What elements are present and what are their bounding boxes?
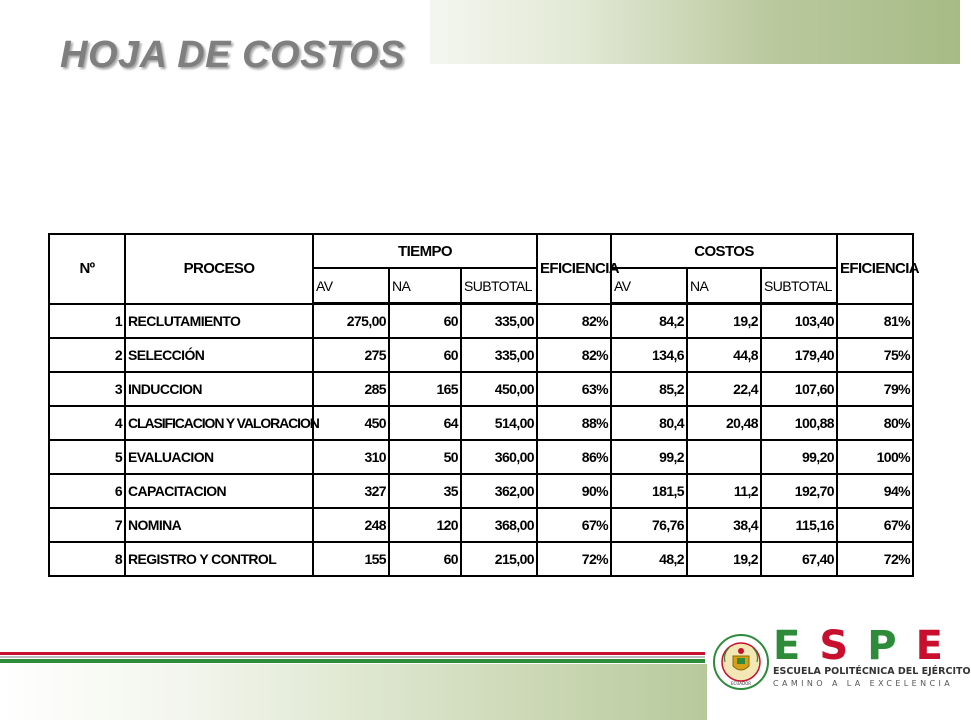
logo-letters bbox=[773, 623, 943, 669]
cell-time-av: 275,00 bbox=[313, 304, 389, 339]
cell-no: 1 bbox=[49, 304, 125, 339]
cell-time-av: 327 bbox=[313, 474, 389, 508]
cell-time-na: 165 bbox=[389, 372, 461, 406]
cell-cost-na: 11,2 bbox=[687, 474, 761, 508]
logo-letter: P bbox=[867, 623, 897, 669]
cell-cost-subtotal: 107,60 bbox=[761, 372, 837, 406]
table-body bbox=[49, 304, 913, 577]
logo-motto: CAMINO A LA EXCELENCIA bbox=[773, 679, 954, 688]
cell-cost-subtotal: 100,88 bbox=[761, 406, 837, 440]
cell-time-av: 450 bbox=[313, 406, 389, 440]
cell-no: 7 bbox=[49, 508, 125, 542]
cell-cost-efficiency: 75% bbox=[837, 338, 913, 372]
cell-time-subtotal: 360,00 bbox=[461, 440, 537, 474]
cell-time-na: 60 bbox=[389, 542, 461, 576]
cell-time-efficiency: 63% bbox=[537, 372, 611, 406]
cell-time-av: 248 bbox=[313, 508, 389, 542]
stripe-red bbox=[0, 652, 705, 655]
cell-cost-na: 44,8 bbox=[687, 338, 761, 372]
cell-process: RECLUTAMIENTO bbox=[125, 304, 313, 339]
logo-institution-name: ESCUELA POLITÉCNICA DEL EJÉRCITO bbox=[773, 666, 971, 677]
header-no: Nº bbox=[49, 234, 125, 304]
cell-process: CLASIFICACION Y VALORACION bbox=[125, 406, 313, 440]
cell-cost-subtotal: 67,40 bbox=[761, 542, 837, 576]
cell-time-av: 275 bbox=[313, 338, 389, 372]
emblem-label: ECUADOR bbox=[731, 681, 751, 686]
cell-cost-na: 38,4 bbox=[687, 508, 761, 542]
cell-cost-efficiency: 79% bbox=[837, 372, 913, 406]
cell-cost-av: 48,2 bbox=[611, 542, 687, 576]
cell-no: 3 bbox=[49, 372, 125, 406]
table-row bbox=[49, 338, 913, 372]
slide-title: HOJA DE COSTOS bbox=[60, 34, 405, 76]
cell-cost-efficiency: 94% bbox=[837, 474, 913, 508]
table-row bbox=[49, 440, 913, 474]
cell-cost-av: 134,6 bbox=[611, 338, 687, 372]
cell-cost-na: 19,2 bbox=[687, 304, 761, 339]
cell-process: EVALUACION bbox=[125, 440, 313, 474]
cost-sheet-table bbox=[48, 233, 920, 577]
cell-cost-subtotal: 99,20 bbox=[761, 440, 837, 474]
cell-cost-subtotal: 192,70 bbox=[761, 474, 837, 508]
logo-letter: E bbox=[915, 623, 943, 669]
header-time-efficiency: EFICIENCIA bbox=[537, 234, 611, 304]
cell-process: CAPACITACION bbox=[125, 474, 313, 508]
cell-time-subtotal: 368,00 bbox=[461, 508, 537, 542]
header-time-av: AV bbox=[313, 268, 389, 304]
header-cost-subtotal: SUBTOTAL bbox=[761, 268, 837, 304]
table-row bbox=[49, 406, 913, 440]
cell-time-efficiency: 88% bbox=[537, 406, 611, 440]
cell-cost-subtotal: 115,16 bbox=[761, 508, 837, 542]
cell-cost-na: 20,48 bbox=[687, 406, 761, 440]
header-row-groups bbox=[49, 234, 913, 268]
cell-time-na: 60 bbox=[389, 304, 461, 339]
cell-cost-av: 99,2 bbox=[611, 440, 687, 474]
university-seal-icon bbox=[713, 634, 769, 690]
cell-time-efficiency: 90% bbox=[537, 474, 611, 508]
cell-cost-efficiency: 67% bbox=[837, 508, 913, 542]
cell-time-efficiency: 86% bbox=[537, 440, 611, 474]
stripe-gray bbox=[0, 656, 705, 658]
header-time-group: TIEMPO bbox=[313, 234, 537, 268]
table-row bbox=[49, 372, 913, 406]
cell-no: 8 bbox=[49, 542, 125, 576]
cell-time-na: 120 bbox=[389, 508, 461, 542]
cell-no: 2 bbox=[49, 338, 125, 372]
cell-cost-subtotal: 179,40 bbox=[761, 338, 837, 372]
cell-process: INDUCCION bbox=[125, 372, 313, 406]
table-header bbox=[49, 234, 920, 304]
cell-time-subtotal: 514,00 bbox=[461, 406, 537, 440]
cell-time-na: 64 bbox=[389, 406, 461, 440]
cell-cost-efficiency: 81% bbox=[837, 304, 913, 339]
header-time-subtotal: SUBTOTAL bbox=[461, 268, 537, 304]
cell-time-subtotal: 215,00 bbox=[461, 542, 537, 576]
cell-no: 4 bbox=[49, 406, 125, 440]
cell-process: NOMINA bbox=[125, 508, 313, 542]
header-time-na: NA bbox=[389, 268, 461, 304]
cell-cost-efficiency: 72% bbox=[837, 542, 913, 576]
cell-time-na: 60 bbox=[389, 338, 461, 372]
cell-cost-av: 76,76 bbox=[611, 508, 687, 542]
cell-cost-av: 85,2 bbox=[611, 372, 687, 406]
cell-no: 5 bbox=[49, 440, 125, 474]
header-cost-av: AV bbox=[611, 268, 687, 304]
cell-time-subtotal: 335,00 bbox=[461, 304, 537, 339]
cell-no: 6 bbox=[49, 474, 125, 508]
cell-time-subtotal: 450,00 bbox=[461, 372, 537, 406]
cell-cost-av: 84,2 bbox=[611, 304, 687, 339]
cell-time-na: 35 bbox=[389, 474, 461, 508]
cell-cost-av: 181,5 bbox=[611, 474, 687, 508]
cell-time-av: 310 bbox=[313, 440, 389, 474]
cell-time-na: 50 bbox=[389, 440, 461, 474]
cell-cost-efficiency: 100% bbox=[837, 440, 913, 474]
cell-time-efficiency: 72% bbox=[537, 542, 611, 576]
cell-cost-subtotal: 103,40 bbox=[761, 304, 837, 339]
cell-cost-av: 80,4 bbox=[611, 406, 687, 440]
cell-cost-na bbox=[687, 440, 761, 474]
cell-cost-efficiency: 80% bbox=[837, 406, 913, 440]
table-row bbox=[49, 304, 913, 339]
logo-letter: S bbox=[819, 623, 849, 669]
header-cost-na: NA bbox=[687, 268, 761, 304]
footer-stripes bbox=[0, 652, 705, 664]
cell-time-av: 155 bbox=[313, 542, 389, 576]
cell-process: REGISTRO Y CONTROL bbox=[125, 542, 313, 576]
cell-time-efficiency: 67% bbox=[537, 508, 611, 542]
cell-process: SELECCIÓN bbox=[125, 338, 313, 372]
cell-time-subtotal: 362,00 bbox=[461, 474, 537, 508]
cell-time-subtotal: 335,00 bbox=[461, 338, 537, 372]
cell-time-efficiency: 82% bbox=[537, 338, 611, 372]
cell-cost-na: 19,2 bbox=[687, 542, 761, 576]
cell-cost-na: 22,4 bbox=[687, 372, 761, 406]
header-cost-efficiency: EFICIENCIA bbox=[837, 234, 913, 304]
espe-logo bbox=[707, 623, 971, 720]
cell-time-efficiency: 82% bbox=[537, 304, 611, 339]
logo-letter: E bbox=[773, 623, 801, 669]
table-row bbox=[49, 542, 913, 576]
cell-time-av: 285 bbox=[313, 372, 389, 406]
table-row bbox=[49, 474, 913, 508]
table-row bbox=[49, 508, 913, 542]
header-cost-group: COSTOS bbox=[611, 234, 837, 268]
stripe-green bbox=[0, 659, 705, 663]
header-process: PROCESO bbox=[125, 234, 313, 304]
